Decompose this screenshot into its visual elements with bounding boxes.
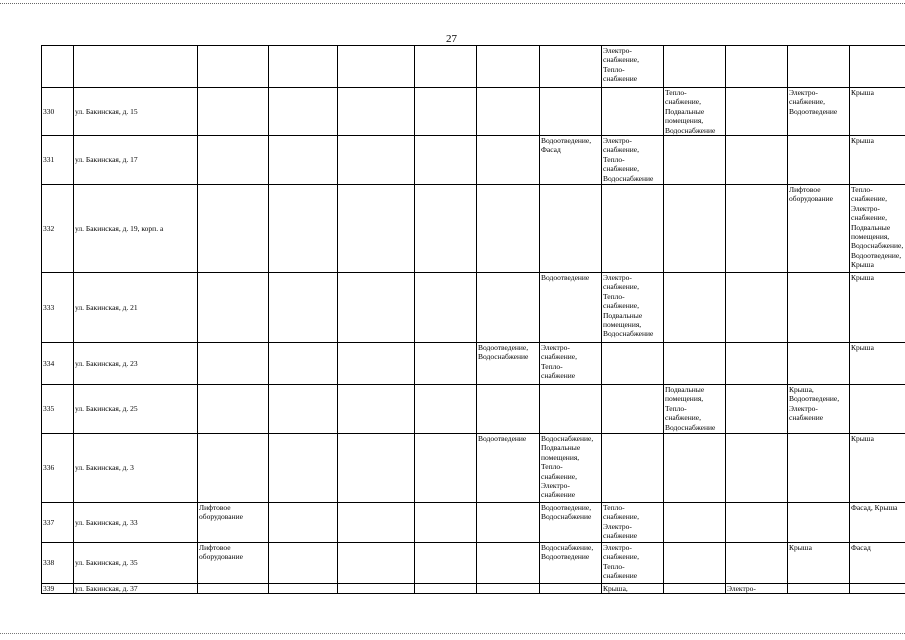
address-cell: ул. Бакинская, д. 15: [74, 88, 198, 136]
work-cell: [415, 385, 477, 434]
table-row: [42, 385, 905, 434]
work-cell: [788, 543, 850, 584]
work-cell: [664, 543, 726, 584]
work-cell: [850, 343, 905, 385]
work-cell: [726, 273, 788, 343]
work-cell-text: Лифтовое оборудование: [199, 543, 243, 562]
table-row: [42, 434, 905, 503]
work-cell: [415, 273, 477, 343]
work-cell: [602, 584, 664, 594]
work-cell: [338, 185, 415, 273]
work-cell: [198, 185, 269, 273]
work-cell: [664, 273, 726, 343]
work-cell: [850, 273, 905, 343]
work-cell: [338, 136, 415, 185]
work-cell: [540, 46, 602, 88]
work-cell-text: Лифтовое оборудование: [199, 503, 243, 522]
work-cell: [198, 385, 269, 434]
work-cell-text: Крыша: [851, 434, 874, 443]
work-cell: [540, 136, 602, 185]
work-cell: [664, 584, 726, 594]
table-row: [42, 88, 905, 136]
row-number: 339: [42, 584, 74, 594]
address-cell: ул. Бакинская, д. 19, корп. а: [74, 185, 198, 273]
work-cell: [198, 46, 269, 88]
work-cell-text: Крыша,: [603, 584, 628, 593]
work-cell: [664, 385, 726, 434]
work-cell: [664, 46, 726, 88]
work-cell: [602, 88, 664, 136]
work-cell: [850, 88, 905, 136]
work-cell: [198, 434, 269, 503]
work-cell-text: Тепло- снабжение, Подвальные помещения, Водоснабжение: [665, 88, 716, 135]
work-cell: [788, 503, 850, 543]
row-number: 334: [42, 343, 74, 385]
work-cell: [726, 343, 788, 385]
work-cell-text: Крыша: [789, 543, 812, 552]
table-row: [42, 584, 905, 594]
work-cell: [415, 434, 477, 503]
work-cell: [540, 273, 602, 343]
work-cell: [540, 343, 602, 385]
work-cell: [664, 343, 726, 385]
work-cell-text: Крыша, Водоотведение, Электро- снабжение: [789, 385, 840, 423]
work-cell: [664, 185, 726, 273]
work-cell: [269, 584, 338, 594]
work-cell: [338, 343, 415, 385]
page-number: 27: [446, 33, 457, 45]
work-cell: [338, 88, 415, 136]
work-cell: [338, 273, 415, 343]
work-cell: [788, 385, 850, 434]
table-row: [42, 543, 905, 584]
work-cell: [477, 88, 540, 136]
row-number: 337: [42, 503, 74, 543]
work-cell: [477, 434, 540, 503]
work-cell: [726, 46, 788, 88]
work-cell: [477, 46, 540, 88]
work-cell: [602, 273, 664, 343]
work-cell: [477, 503, 540, 543]
address-cell: ул. Бакинская, д. 23: [74, 343, 198, 385]
work-cell-text: Электро- снабжение, Водоотведение: [789, 88, 838, 116]
work-cell: [338, 385, 415, 434]
work-cell-text: Электро- снабжение, Тепло- снабжение: [603, 46, 639, 84]
work-cell-text: Водоснабжение, Водоотведение: [541, 543, 594, 562]
work-cell: [415, 343, 477, 385]
work-cell: [415, 136, 477, 185]
work-cell: [540, 503, 602, 543]
address-cell: ул. Бакинская, д. 21: [74, 273, 198, 343]
work-cell-text: Электро- снабжение, Тепло- снабжение, Подвальные помещения, Водоснабжение: [603, 273, 654, 339]
address-cell: ул. Бакинская, д. 35: [74, 543, 198, 584]
work-cell: [788, 273, 850, 343]
row-number: 330: [42, 88, 74, 136]
row-number: 336: [42, 434, 74, 503]
work-cell-text: Электро- снабжение, Тепло- снабжение: [603, 543, 639, 581]
work-cell: [788, 136, 850, 185]
work-cell: [269, 46, 338, 88]
work-cell-text: Крыша: [851, 136, 874, 145]
work-cell: [477, 185, 540, 273]
work-cell: [850, 185, 905, 273]
work-cell: [850, 136, 905, 185]
work-cell: [788, 343, 850, 385]
row-number: 331: [42, 136, 74, 185]
work-cell: [602, 185, 664, 273]
work-cell: [338, 434, 415, 503]
table-row: [42, 185, 905, 273]
work-cell: [664, 434, 726, 503]
work-cell: [269, 343, 338, 385]
work-cell: [726, 543, 788, 584]
work-cell: [477, 136, 540, 185]
work-cell: [664, 503, 726, 543]
table-row: [42, 503, 905, 543]
work-cell-text: Крыша: [851, 343, 874, 352]
work-cell: [338, 584, 415, 594]
work-cell: [540, 584, 602, 594]
work-cell: [602, 503, 664, 543]
work-cell: [198, 503, 269, 543]
row-number: [42, 46, 74, 88]
address-cell: ул. Бакинская, д. 33: [74, 503, 198, 543]
work-cell: [602, 385, 664, 434]
work-cell: [664, 136, 726, 185]
work-cell: [788, 434, 850, 503]
work-cell: [338, 503, 415, 543]
work-cell: [602, 136, 664, 185]
work-cell-text: Тепло- снабжение, Электро- снабжение: [603, 503, 639, 541]
work-cell: [540, 385, 602, 434]
address-cell: ул. Бакинская, д. 17: [74, 136, 198, 185]
work-cell-text: Фасад, Крыша: [851, 503, 898, 512]
work-cell: [602, 343, 664, 385]
work-cell: [726, 584, 788, 594]
work-cell-text: Электро- снабжение, Тепло- снабжение: [541, 343, 577, 381]
work-cell: [850, 385, 905, 434]
work-cell-text: Водоотведение: [478, 434, 527, 443]
work-cell: [415, 88, 477, 136]
work-cell-text: Подвальные помещения, Тепло- снабжение, Водоснабжение: [665, 385, 716, 432]
work-cell: [269, 273, 338, 343]
work-cell: [540, 434, 602, 503]
work-cell: [477, 543, 540, 584]
work-cell: [540, 88, 602, 136]
work-cell: [269, 88, 338, 136]
work-cell: [269, 136, 338, 185]
work-cell: [269, 503, 338, 543]
work-cell-text: Электро-: [727, 584, 756, 593]
work-cell-text: Крыша: [851, 273, 874, 282]
work-cell: [850, 46, 905, 88]
table-row: [42, 46, 905, 88]
table-row: [42, 273, 905, 343]
work-cell: [602, 434, 664, 503]
work-cell: [415, 584, 477, 594]
work-cell: [477, 343, 540, 385]
work-cell: [477, 385, 540, 434]
work-cell: [269, 385, 338, 434]
work-cell-text: Водоотведение, Водоснабжение: [541, 503, 592, 522]
work-cell: [788, 185, 850, 273]
work-cell: [788, 46, 850, 88]
work-cell: [198, 343, 269, 385]
work-cell: [198, 88, 269, 136]
work-cell: [415, 185, 477, 273]
work-cell: [788, 88, 850, 136]
work-cell: [726, 503, 788, 543]
work-cell: [540, 185, 602, 273]
work-cell: [415, 543, 477, 584]
work-cell-text: Водоснабжение, Подвальные помещения, Тепло- снабжение, Электро- снабжение: [541, 434, 594, 500]
work-cell: [415, 503, 477, 543]
scan-bottom-edge: [0, 633, 905, 634]
work-cell-text: Водоотведение: [541, 273, 590, 282]
scan-top-edge: [0, 3, 905, 4]
work-cell: [602, 46, 664, 88]
work-cell: [338, 543, 415, 584]
work-cell: [602, 543, 664, 584]
work-cell: [198, 273, 269, 343]
work-cell-text: Тепло- снабжение, Электро- снабжение, Подвальные помещения, Водоснабжение, Водоотведение, Крыша: [851, 185, 904, 269]
row-number: 332: [42, 185, 74, 273]
row-number: 333: [42, 273, 74, 343]
work-cell: [540, 543, 602, 584]
work-cell: [850, 543, 905, 584]
address-cell: ул. Бакинская, д. 25: [74, 385, 198, 434]
work-cell: [198, 543, 269, 584]
work-cell: [415, 46, 477, 88]
work-cell: [198, 136, 269, 185]
table-row: [42, 343, 905, 385]
work-cell: [726, 185, 788, 273]
work-cell: [269, 185, 338, 273]
repair-schedule-table: [41, 45, 905, 594]
work-cell: [726, 385, 788, 434]
work-cell: [788, 584, 850, 594]
work-cell: [726, 88, 788, 136]
work-cell: [338, 46, 415, 88]
work-cell: [269, 434, 338, 503]
work-cell-text: Водоотведение, Водоснабжение: [478, 343, 529, 362]
work-cell-text: Электро- снабжение, Тепло- снабжение, Водоснабжение: [603, 136, 654, 183]
work-cell: [477, 273, 540, 343]
work-cell: [198, 584, 269, 594]
table-row: [42, 136, 905, 185]
address-cell: ул. Бакинская, д. 37: [74, 584, 198, 594]
address-cell: ул. Бакинская, д. 3: [74, 434, 198, 503]
work-cell: [850, 503, 905, 543]
work-cell: [726, 434, 788, 503]
row-number: 335: [42, 385, 74, 434]
work-cell-text: Водоотведение, Фасад: [541, 136, 592, 155]
work-cell: [726, 136, 788, 185]
work-cell: [664, 88, 726, 136]
work-cell: [850, 584, 905, 594]
work-cell: [850, 434, 905, 503]
work-cell-text: Фасад: [851, 543, 871, 552]
work-cell: [477, 584, 540, 594]
work-cell-text: Лифтовое оборудование: [789, 185, 833, 204]
address-cell: [74, 46, 198, 88]
work-cell-text: Крыша: [851, 88, 874, 97]
row-number: 338: [42, 543, 74, 584]
work-cell: [269, 543, 338, 584]
